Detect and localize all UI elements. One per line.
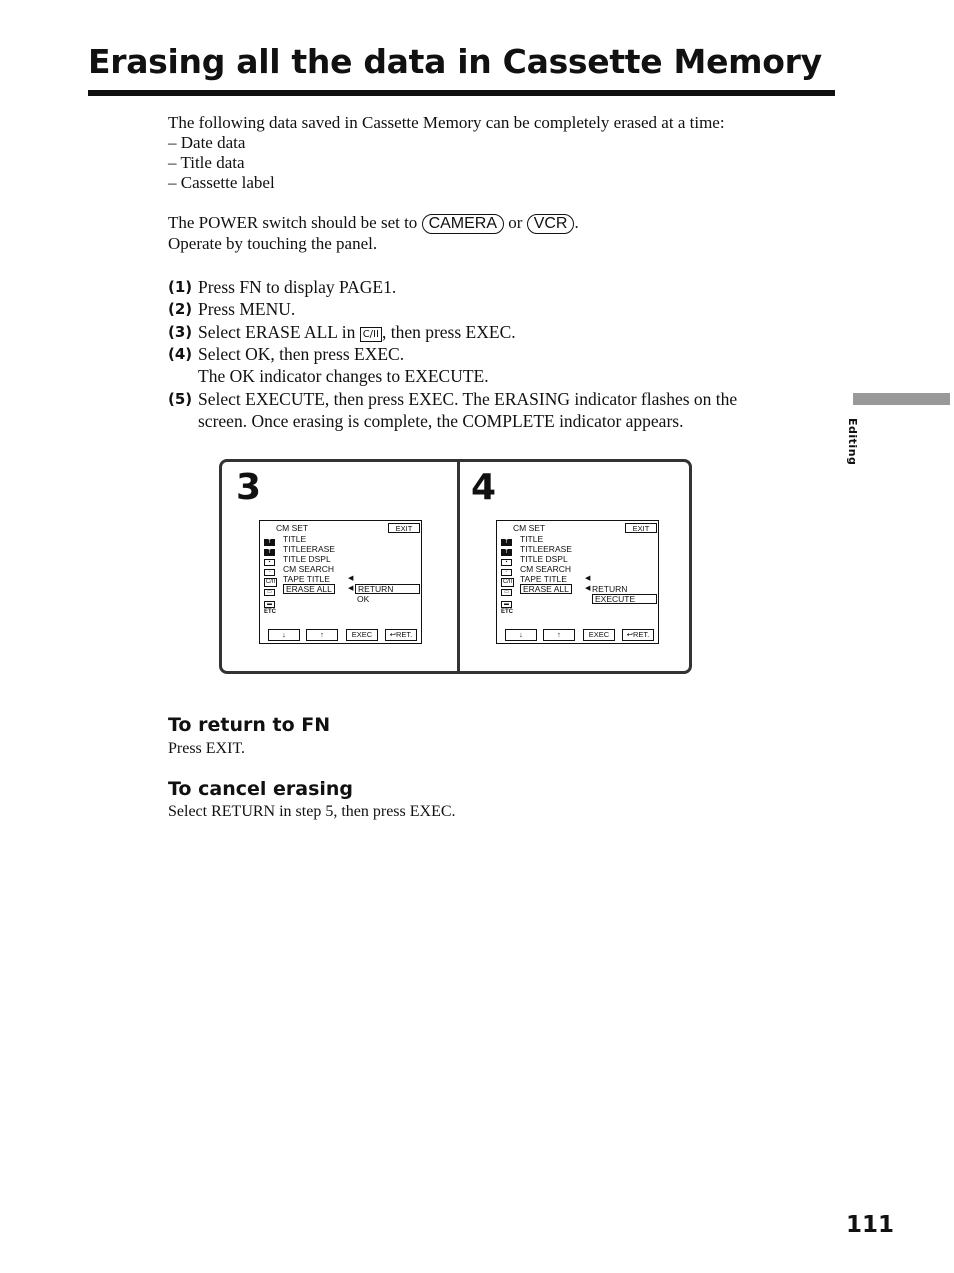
return-fn-text: Press EXIT. xyxy=(168,740,246,757)
tape-icon: ▭ xyxy=(501,589,512,596)
step-number: (5) xyxy=(168,390,193,408)
return-button xyxy=(385,629,417,641)
intro-item-title: – Title data xyxy=(168,153,245,172)
down-arrow-button: ↓ xyxy=(505,629,537,641)
power-prefix: The POWER switch should be set to xyxy=(168,213,418,232)
intro-block xyxy=(168,113,725,193)
pointer-icon: ◀ xyxy=(348,575,354,582)
menu-item: TITLEERASE xyxy=(520,544,572,554)
page-title: Erasing all the data in Cassette Memory xyxy=(88,42,822,81)
title-display-icon: ▪ xyxy=(264,559,275,566)
menu-item: TITLE DSPL xyxy=(283,554,331,564)
up-arrow-button: ↑ xyxy=(306,629,338,641)
step-text-cont: screen. Once erasing is complete, the COMPLETE indicator appears. xyxy=(198,411,684,431)
toolbox-icon: ▬ xyxy=(264,601,275,608)
cassette-memory-icon: C/II xyxy=(502,579,513,585)
menu-item: TITLE xyxy=(283,534,307,544)
return-icon: ↩ xyxy=(626,630,634,639)
page-number: 111 xyxy=(846,1212,895,1238)
toolbox-icon: ▬ xyxy=(501,601,512,608)
exit-button: EXIT xyxy=(388,523,420,533)
pointer-icon: ◀ xyxy=(585,585,591,592)
cm-search-icon: ▫ xyxy=(501,569,512,576)
step-number: (2) xyxy=(168,300,193,318)
lcd-screen-step3 xyxy=(259,520,422,644)
menu-item: CM SEARCH xyxy=(520,564,572,574)
return-option: RETURN xyxy=(592,584,628,594)
title-erase-icon: T xyxy=(501,549,512,556)
title-erase-icon: T xyxy=(264,549,275,556)
etc-label: ETC xyxy=(264,609,276,615)
return-button xyxy=(622,629,654,641)
exit-button: EXIT xyxy=(625,523,657,533)
menu-item: TITLE xyxy=(520,534,544,544)
title-rule xyxy=(88,90,835,96)
intro-item-date: – Date data xyxy=(168,133,246,152)
down-arrow-button: ↓ xyxy=(268,629,300,641)
intro-line: The following data saved in Cassette Memory can be completely erased at a time: xyxy=(168,113,725,132)
screen-header: CM SET xyxy=(276,523,309,533)
cassette-memory-icon: C/II xyxy=(265,579,276,585)
step-text: Select ERASE ALL in xyxy=(198,322,356,342)
step-text: Select EXECUTE, then press EXEC. The ERASING indicator flashes on the xyxy=(198,389,738,409)
ok-option: OK xyxy=(357,594,370,604)
title-icon: T xyxy=(264,539,275,546)
figure-number-3: 3 xyxy=(236,467,262,508)
return-label: RET. xyxy=(633,630,650,639)
return-label: RET. xyxy=(396,630,413,639)
return-fn-heading: To return to FN xyxy=(168,714,331,736)
screen-header: CM SET xyxy=(513,523,546,533)
step-text-after: , then press EXEC. xyxy=(381,322,516,342)
cassette-memory-icon: C/II xyxy=(360,327,382,342)
menu-item-highlighted: ERASE ALL xyxy=(283,584,335,594)
execute-option: EXECUTE xyxy=(592,594,657,604)
vcr-key: VCR xyxy=(527,214,575,234)
exec-button: EXEC xyxy=(583,629,615,641)
power-joiner: or xyxy=(508,213,523,232)
step-text-cont: The OK indicator changes to EXECUTE. xyxy=(198,366,489,386)
menu-item-selected: TAPE TITLE xyxy=(520,574,567,584)
cm-search-icon: ▫ xyxy=(264,569,275,576)
power-suffix: . xyxy=(574,213,579,232)
menu-item-highlighted: ERASE ALL xyxy=(520,584,572,594)
figure-divider xyxy=(457,462,460,674)
pointer-icon: ◀ xyxy=(585,575,591,582)
side-tab-bar xyxy=(853,393,950,405)
cancel-text: Select RETURN in step 5, then press EXEC. xyxy=(168,803,456,820)
tape-icon: ▭ xyxy=(264,589,275,596)
step-text: Select OK, then press EXEC. xyxy=(198,344,405,364)
menu-item: CM SEARCH xyxy=(283,564,335,574)
return-option: RETURN xyxy=(355,584,420,594)
up-arrow-button: ↑ xyxy=(543,629,575,641)
title-display-icon: ▪ xyxy=(501,559,512,566)
step-text: Press MENU. xyxy=(198,299,296,319)
title-icon: T xyxy=(501,539,512,546)
pointer-icon: ◀ xyxy=(348,585,354,592)
menu-item: TITLEERASE xyxy=(283,544,335,554)
figure-number-4: 4 xyxy=(471,467,497,508)
cancel-heading: To cancel erasing xyxy=(168,778,354,800)
intro-item-label: – Cassette label xyxy=(168,173,275,192)
etc-label: ETC xyxy=(501,609,513,615)
menu-item-selected: TAPE TITLE xyxy=(283,574,330,584)
step-number: (1) xyxy=(168,278,193,296)
power-block xyxy=(168,213,579,254)
power-line2: Operate by touching the panel. xyxy=(168,234,378,253)
side-tab-label: Editing xyxy=(846,418,859,466)
step-number: (4) xyxy=(168,345,193,363)
menu-item: TITLE DSPL xyxy=(520,554,568,564)
camera-key: CAMERA xyxy=(422,214,504,234)
step-number: (3) xyxy=(168,323,193,341)
illustration-figure xyxy=(219,459,692,674)
step-text: Press FN to display PAGE1. xyxy=(198,277,397,297)
return-icon: ↩ xyxy=(389,630,397,639)
exec-button: EXEC xyxy=(346,629,378,641)
lcd-screen-step4 xyxy=(496,520,659,644)
